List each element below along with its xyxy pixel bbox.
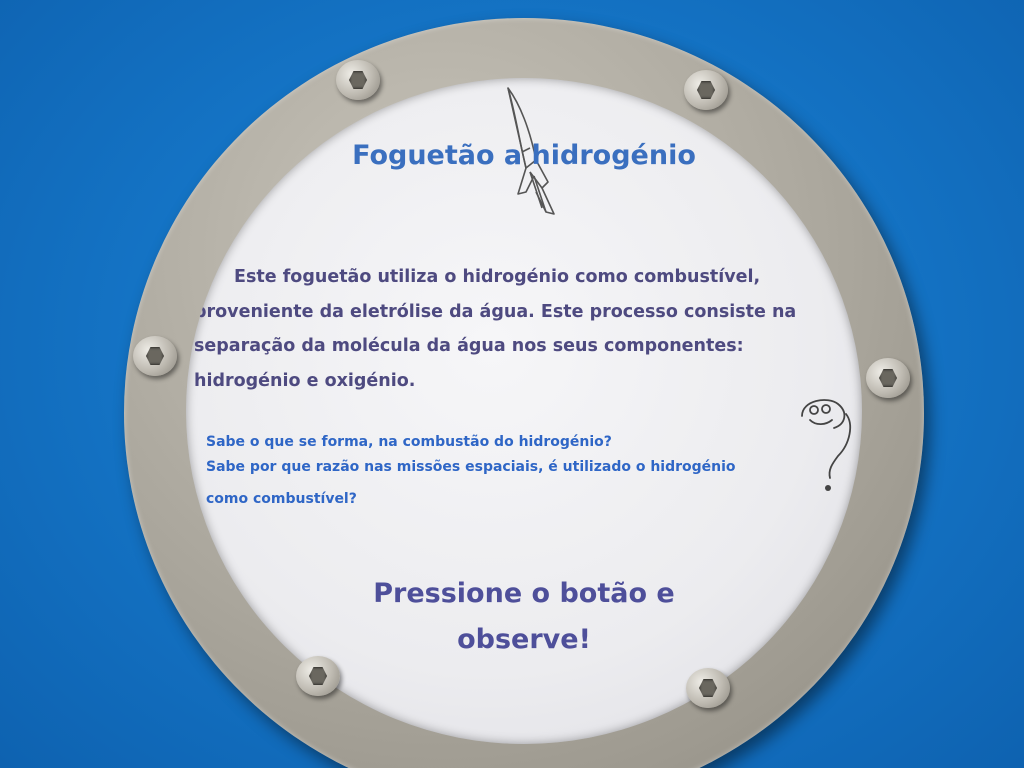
question-1: Sabe o que se forma, na combustão do hidrogénio? — [206, 434, 612, 450]
question-2-continued: como combustível? — [206, 491, 357, 507]
description-paragraph: Este foguetão utiliza o hidrogénio como combustível, proveniente da eletrólise da água. Este processo consiste na separação da molécula da água nos seus componentes: hidrogénio e oxigénio. — [194, 267, 797, 391]
hex-screw-top-left — [336, 60, 380, 100]
hex-screw-bottom-left — [296, 656, 340, 696]
call-to-action-line-2: observe! — [457, 624, 591, 655]
hex-screw-left — [133, 336, 177, 376]
hex-screw-right — [866, 358, 910, 398]
call-to-action-line-1: Pressione o botão e — [373, 578, 675, 609]
sign-title: Foguetão a hidrogénio — [352, 140, 696, 171]
thinking-face-question-icon — [798, 394, 862, 494]
hex-screw-top-right — [684, 70, 728, 110]
hex-screw-bottom-right — [686, 668, 730, 708]
information-panel — [186, 78, 862, 744]
question-2: Sabe por que razão nas missões espaciais, é utilizado o hidrogénio — [206, 459, 736, 475]
